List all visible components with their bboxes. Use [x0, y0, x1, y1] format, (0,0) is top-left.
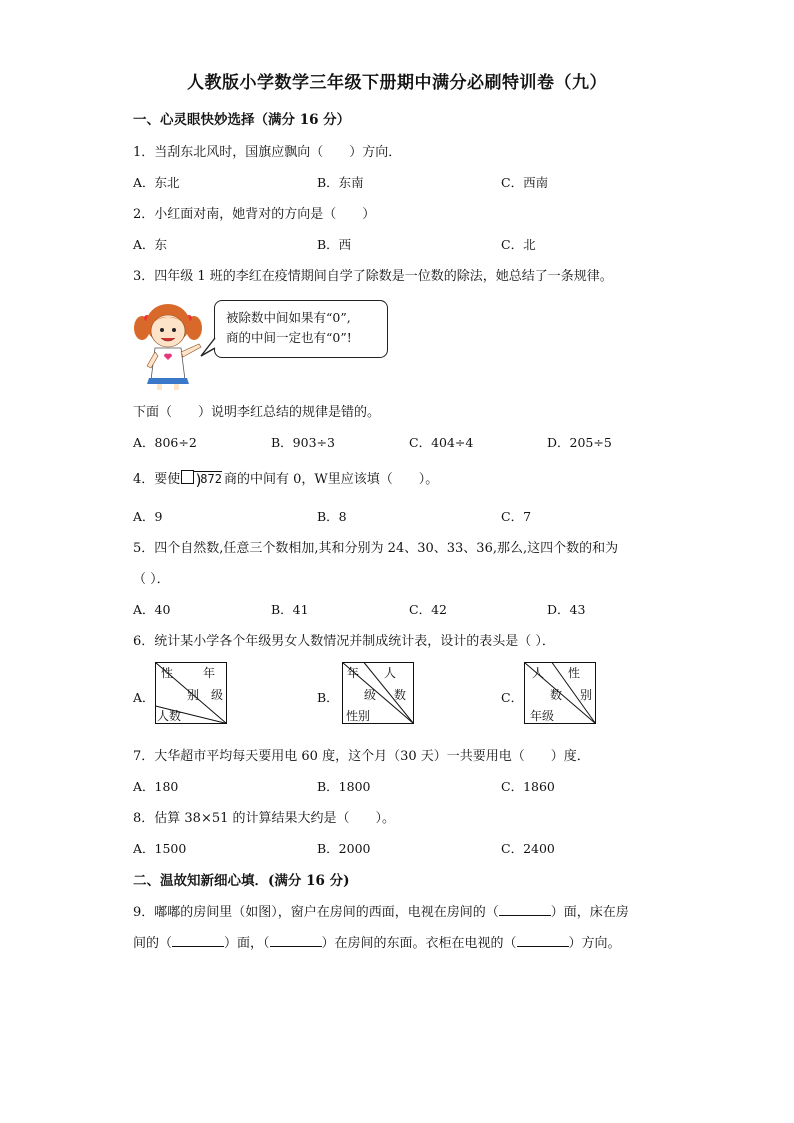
q6-option-c[interactable]: C． [501, 690, 524, 705]
q1-option-b[interactable]: B．东南 [317, 175, 364, 190]
q6-option-b[interactable]: B． [317, 690, 339, 705]
q3-option-d[interactable]: D．205÷5 [547, 435, 612, 450]
section-heading-1: 一、心灵眼快妙选择（满分 16 分） [133, 112, 351, 128]
question-7: 7．大华超市平均每天要用电 60 度，这个月（30 天）一共要用电（ ）度． [133, 749, 590, 764]
tb-label-2: 人 [384, 666, 397, 680]
q8-option-b[interactable]: B．2000 [317, 841, 371, 856]
q4-dividend: 872 [200, 472, 222, 486]
question-8: 8．估算 38×51 的计算结果大约是（ ）。 [133, 811, 396, 826]
q3-option-a[interactable]: A．806÷2 [133, 435, 197, 450]
q7-option-c[interactable]: C．1860 [501, 779, 555, 794]
tc-label-4: 别 [580, 688, 593, 702]
q9-text-3: 间的（ [133, 936, 173, 951]
q6-option-a[interactable]: A． [133, 690, 155, 705]
blank-3[interactable] [270, 934, 322, 947]
bubble-line-1: 被除数中间如果有“0”, [226, 310, 351, 325]
q1-option-a[interactable]: A．东北 [133, 175, 180, 190]
section-heading-2: 二、温故知新细心填．(满分 16 分) [133, 873, 350, 889]
q2-option-b[interactable]: B．西 [317, 237, 352, 252]
question-4 [133, 468, 438, 487]
divisor-box [181, 470, 194, 484]
question-5-line-2: （ ）． [133, 572, 170, 587]
blank-4[interactable] [517, 934, 569, 947]
ta-label-5: 人数 [157, 709, 182, 723]
q8-option-a[interactable]: A．1500 [133, 841, 187, 856]
q5-option-a[interactable]: A．40 [133, 602, 171, 617]
table-header-a[interactable] [155, 662, 227, 724]
question-3-follow: 下面（ ）说明李红总结的规律是错的。 [133, 405, 381, 420]
q8-option-c[interactable]: C．2400 [501, 841, 555, 856]
q1-option-c[interactable]: C．西南 [501, 175, 549, 190]
q5-option-b[interactable]: B．41 [271, 602, 309, 617]
tc-label-5: 年级 [530, 709, 555, 723]
question-5-line-1: 5．四个自然数,任意三个数相加,其和分别为 24、30、33、36,那么,这四个数的和为 [133, 541, 619, 556]
tb-label-4: 数 [394, 688, 407, 702]
q4-option-c[interactable]: C．7 [501, 509, 532, 524]
blank-2[interactable] [172, 934, 224, 947]
bubble-tail [200, 336, 216, 360]
tb-label-1: 年 [347, 666, 360, 680]
ta-label-3: 别 [187, 688, 200, 702]
ta-label-4: 级 [211, 688, 224, 702]
q3-option-b[interactable]: B．903÷3 [271, 435, 335, 450]
q2-option-c[interactable]: C．北 [501, 237, 536, 252]
tc-label-3: 数 [550, 688, 563, 702]
q9-text-2: ）面，床在房 [550, 905, 629, 920]
q4-option-a[interactable]: A．9 [133, 509, 163, 524]
ta-label-2: 年 [203, 666, 216, 680]
q9-text-1: 9．嘟嘟的房间里（如图），窗户在房间的西面，电视在房间的（ [133, 905, 499, 920]
q9-text-4: ）面，（ [224, 936, 270, 951]
q2-option-a[interactable]: A．东 [133, 237, 168, 252]
tb-label-3: 级 [364, 688, 377, 702]
tc-label-1: 人 [532, 666, 545, 680]
q5-option-c[interactable]: C．42 [409, 602, 447, 617]
division-bracket: ) 872 [194, 471, 222, 489]
table-header-b[interactable] [342, 662, 414, 724]
tb-label-5: 性别 [346, 709, 371, 723]
q4-prefix: 4．要使 [133, 472, 181, 487]
q7-option-a[interactable]: A．180 [133, 779, 179, 794]
ta-label-1: 性 [161, 666, 174, 680]
q5-option-d[interactable]: D．43 [547, 602, 586, 617]
blank-1[interactable] [499, 903, 551, 916]
bubble-line-2: 商的中间一定也有“0”! [226, 330, 352, 345]
question-6: 6．统计某小学各个年级男女人数情况并制成统计表，设计的表头是（ ）． [133, 634, 555, 649]
q4-suffix: 商的中间有 0，W里应该填（ ）。 [223, 472, 439, 487]
q3-option-c[interactable]: C．404÷4 [409, 435, 474, 450]
tc-label-2: 性 [568, 666, 581, 680]
q9-text-6: ）方向。 [568, 936, 621, 951]
question-1: 1．当刮东北风时，国旗应飘向（ ）方向． [133, 145, 402, 160]
speech-bubble [214, 300, 388, 358]
q7-option-b[interactable]: B．1800 [317, 779, 371, 794]
table-header-c[interactable] [524, 662, 596, 724]
question-2: 2．小红面对南，她背对的方向是（ ） [133, 207, 376, 222]
question-9-line-2 [133, 932, 621, 951]
page-title: 人教版小学数学三年级下册期中满分必刷特训卷（九） [187, 73, 607, 93]
q9-text-5: ）在房间的东面。衣柜在电视的（ [321, 936, 517, 951]
question-3: 3．四年级 1 班的李红在疫情期间自学了除数是一位数的除法，她总结了一条规律。 [133, 269, 613, 284]
question-9-line-1 [133, 901, 629, 920]
q4-option-b[interactable]: B．8 [317, 509, 347, 524]
